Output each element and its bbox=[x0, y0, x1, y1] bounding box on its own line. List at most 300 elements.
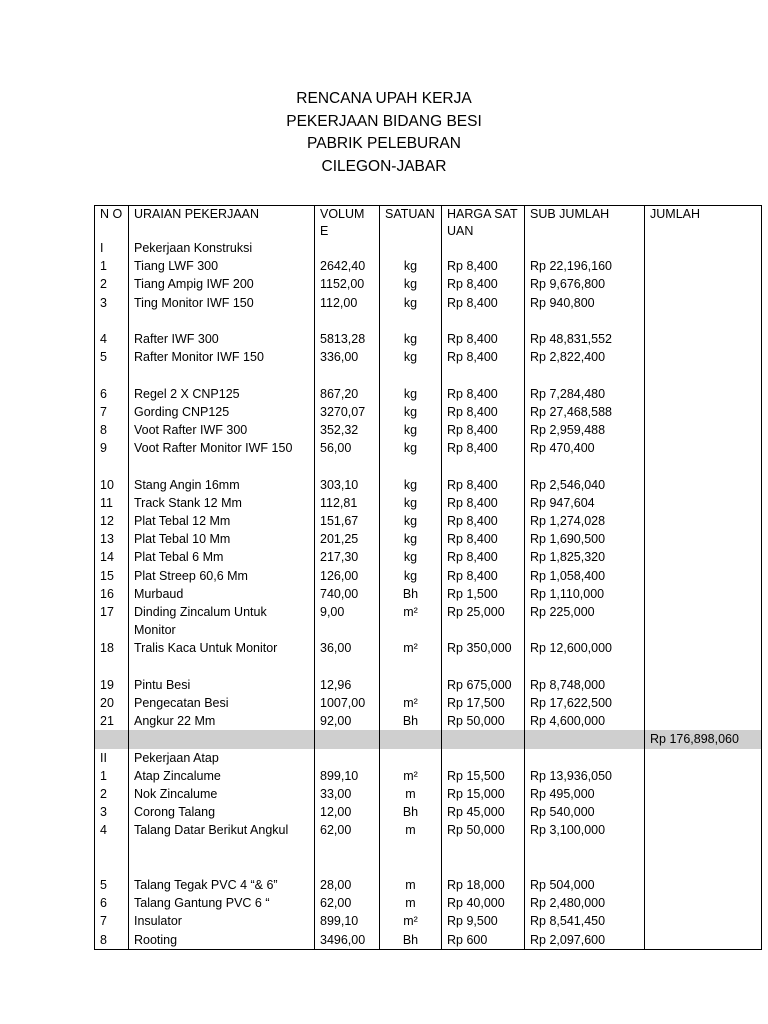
satuan-cell bbox=[380, 749, 442, 767]
item-volume: 740,00 bbox=[315, 585, 380, 603]
section-header-row bbox=[95, 239, 762, 257]
header-jumlah: JUMLAH bbox=[645, 206, 762, 240]
item-no: 9 bbox=[95, 439, 129, 457]
no-cell bbox=[95, 858, 129, 876]
item-satuan: kg bbox=[380, 567, 442, 585]
jumlah-cell bbox=[645, 858, 762, 876]
table-row bbox=[95, 785, 762, 803]
item-uraian: Talang Datar Berikut Angkul bbox=[129, 821, 315, 839]
item-volume: 28,00 bbox=[315, 876, 380, 894]
table-row bbox=[95, 712, 762, 730]
item-no: 16 bbox=[95, 585, 129, 603]
item-uraian: Plat Streep 60,6 Mm bbox=[129, 567, 315, 585]
item-harga: Rp 350,000 bbox=[442, 639, 525, 657]
item-volume: 3270,07 bbox=[315, 403, 380, 421]
sub-jumlah-cell bbox=[525, 658, 645, 676]
item-sub-jumlah: Rp 4,600,000 bbox=[525, 712, 645, 730]
table-row bbox=[95, 676, 762, 694]
table-row bbox=[95, 567, 762, 585]
satuan-cell bbox=[380, 239, 442, 257]
item-volume: 352,32 bbox=[315, 421, 380, 439]
item-sub-jumlah: Rp 8,541,450 bbox=[525, 912, 645, 930]
item-satuan: kg bbox=[380, 403, 442, 421]
item-uraian: Regel 2 X CNP125 bbox=[129, 385, 315, 403]
volume-cell bbox=[315, 840, 380, 858]
empty-row bbox=[95, 840, 762, 858]
item-no: 4 bbox=[95, 821, 129, 839]
table-row bbox=[95, 512, 762, 530]
item-harga: Rp 8,400 bbox=[442, 275, 525, 293]
item-satuan: kg bbox=[380, 494, 442, 512]
table-row bbox=[95, 385, 762, 403]
item-satuan: Bh bbox=[380, 803, 442, 821]
volume-cell bbox=[315, 730, 380, 748]
jumlah-cell bbox=[645, 749, 762, 767]
item-jumlah bbox=[645, 639, 762, 657]
item-sub-jumlah: Rp 940,800 bbox=[525, 294, 645, 312]
item-no: 3 bbox=[95, 294, 129, 312]
table-row bbox=[95, 767, 762, 785]
item-jumlah bbox=[645, 912, 762, 930]
table-row bbox=[95, 912, 762, 930]
item-harga: Rp 40,000 bbox=[442, 894, 525, 912]
item-jumlah bbox=[645, 785, 762, 803]
item-no: 6 bbox=[95, 894, 129, 912]
item-uraian: Plat Tebal 6 Mm bbox=[129, 548, 315, 566]
item-no: 12 bbox=[95, 512, 129, 530]
item-satuan: kg bbox=[380, 530, 442, 548]
item-satuan: kg bbox=[380, 257, 442, 275]
item-sub-jumlah: Rp 8,748,000 bbox=[525, 676, 645, 694]
item-sub-jumlah: Rp 13,936,050 bbox=[525, 767, 645, 785]
item-sub-jumlah: Rp 470,400 bbox=[525, 439, 645, 457]
satuan-cell bbox=[380, 312, 442, 330]
item-volume: 3496,00 bbox=[315, 931, 380, 950]
item-satuan: m bbox=[380, 894, 442, 912]
item-volume: 36,00 bbox=[315, 639, 380, 657]
item-uraian: Rooting bbox=[129, 931, 315, 950]
item-uraian: Talang Tegak PVC 4 “& 6” bbox=[129, 876, 315, 894]
sub-jumlah-cell bbox=[525, 312, 645, 330]
item-uraian: Nok Zincalume bbox=[129, 785, 315, 803]
item-jumlah bbox=[645, 585, 762, 603]
section-title: Pekerjaan Atap bbox=[129, 749, 315, 767]
jumlah-cell bbox=[645, 312, 762, 330]
item-satuan: m² bbox=[380, 767, 442, 785]
satuan-cell bbox=[380, 858, 442, 876]
item-sub-jumlah: Rp 2,959,488 bbox=[525, 421, 645, 439]
item-uraian: Gording CNP125 bbox=[129, 403, 315, 421]
item-volume: 899,10 bbox=[315, 912, 380, 930]
sub-jumlah-cell bbox=[525, 457, 645, 475]
jumlah-cell bbox=[645, 239, 762, 257]
item-volume: 201,25 bbox=[315, 530, 380, 548]
title-line: CILEGON-JABAR bbox=[321, 157, 447, 175]
item-satuan: kg bbox=[380, 476, 442, 494]
table-row bbox=[95, 439, 762, 457]
item-no: 5 bbox=[95, 348, 129, 366]
header-harga: HARGA SATUAN bbox=[442, 206, 525, 240]
table-row bbox=[95, 348, 762, 366]
table-row bbox=[95, 494, 762, 512]
item-volume: 62,00 bbox=[315, 894, 380, 912]
no-cell bbox=[95, 658, 129, 676]
item-no: 13 bbox=[95, 530, 129, 548]
item-volume: 303,10 bbox=[315, 476, 380, 494]
item-no: 6 bbox=[95, 385, 129, 403]
item-harga: Rp 8,400 bbox=[442, 567, 525, 585]
empty-row bbox=[95, 366, 762, 384]
item-jumlah bbox=[645, 803, 762, 821]
item-satuan: m² bbox=[380, 603, 442, 639]
section-header-row bbox=[95, 749, 762, 767]
section-no: II bbox=[95, 749, 129, 767]
item-sub-jumlah: Rp 495,000 bbox=[525, 785, 645, 803]
item-sub-jumlah: Rp 27,468,588 bbox=[525, 403, 645, 421]
no-cell bbox=[95, 730, 129, 748]
item-no: 8 bbox=[95, 421, 129, 439]
item-satuan: m bbox=[380, 876, 442, 894]
item-satuan: kg bbox=[380, 294, 442, 312]
item-uraian: Corong Talang bbox=[129, 803, 315, 821]
item-uraian: Voot Rafter IWF 300 bbox=[129, 421, 315, 439]
item-jumlah bbox=[645, 876, 762, 894]
item-satuan bbox=[380, 676, 442, 694]
item-sub-jumlah: Rp 3,100,000 bbox=[525, 821, 645, 839]
table-row bbox=[95, 803, 762, 821]
item-satuan: kg bbox=[380, 439, 442, 457]
jumlah-cell bbox=[645, 840, 762, 858]
table-row bbox=[95, 894, 762, 912]
empty-row bbox=[95, 858, 762, 876]
table-row bbox=[95, 330, 762, 348]
item-jumlah bbox=[645, 294, 762, 312]
item-harga: Rp 50,000 bbox=[442, 712, 525, 730]
item-harga: Rp 50,000 bbox=[442, 821, 525, 839]
item-harga: Rp 8,400 bbox=[442, 548, 525, 566]
item-jumlah bbox=[645, 494, 762, 512]
item-uraian: Plat Tebal 12 Mm bbox=[129, 512, 315, 530]
item-harga: Rp 8,400 bbox=[442, 385, 525, 403]
item-no: 20 bbox=[95, 694, 129, 712]
item-no: 14 bbox=[95, 548, 129, 566]
item-jumlah bbox=[645, 694, 762, 712]
item-uraian: Murbaud bbox=[129, 585, 315, 603]
item-uraian: Dinding Zincalum Untuk Monitor bbox=[129, 603, 315, 639]
volume-cell bbox=[315, 858, 380, 876]
no-cell bbox=[95, 457, 129, 475]
item-sub-jumlah: Rp 7,284,480 bbox=[525, 385, 645, 403]
jumlah-cell bbox=[645, 457, 762, 475]
section-no: I bbox=[95, 239, 129, 257]
document-title bbox=[0, 88, 768, 178]
uraian-cell bbox=[129, 457, 315, 475]
item-no: 7 bbox=[95, 403, 129, 421]
item-no: 21 bbox=[95, 712, 129, 730]
uraian-cell bbox=[129, 730, 315, 748]
header-volume: VOLUM E bbox=[315, 206, 380, 240]
item-harga: Rp 8,400 bbox=[442, 330, 525, 348]
item-no: 4 bbox=[95, 330, 129, 348]
item-sub-jumlah: Rp 17,622,500 bbox=[525, 694, 645, 712]
item-sub-jumlah: Rp 504,000 bbox=[525, 876, 645, 894]
table-header bbox=[95, 206, 762, 240]
item-volume: 56,00 bbox=[315, 439, 380, 457]
item-volume: 217,30 bbox=[315, 548, 380, 566]
sub-jumlah-cell bbox=[525, 730, 645, 748]
cost-table bbox=[94, 205, 762, 950]
item-no: 17 bbox=[95, 603, 129, 639]
empty-row bbox=[95, 312, 762, 330]
item-uraian: Tralis Kaca Untuk Monitor bbox=[129, 639, 315, 657]
sub-jumlah-cell bbox=[525, 366, 645, 384]
item-harga: Rp 18,000 bbox=[442, 876, 525, 894]
table-row bbox=[95, 585, 762, 603]
item-harga: Rp 25,000 bbox=[442, 603, 525, 639]
item-no: 7 bbox=[95, 912, 129, 930]
empty-row bbox=[95, 658, 762, 676]
item-satuan: m² bbox=[380, 639, 442, 657]
satuan-cell bbox=[380, 840, 442, 858]
item-uraian: Pengecatan Besi bbox=[129, 694, 315, 712]
item-volume: 112,00 bbox=[315, 294, 380, 312]
item-harga: Rp 17,500 bbox=[442, 694, 525, 712]
item-sub-jumlah: Rp 22,196,160 bbox=[525, 257, 645, 275]
item-volume: 12,00 bbox=[315, 803, 380, 821]
item-harga: Rp 1,500 bbox=[442, 585, 525, 603]
item-harga: Rp 8,400 bbox=[442, 257, 525, 275]
item-satuan: m bbox=[380, 785, 442, 803]
item-satuan: Bh bbox=[380, 585, 442, 603]
item-uraian: Rafter Monitor IWF 150 bbox=[129, 348, 315, 366]
item-no: 2 bbox=[95, 275, 129, 293]
item-sub-jumlah: Rp 2,546,040 bbox=[525, 476, 645, 494]
item-harga: Rp 600 bbox=[442, 931, 525, 950]
item-volume: 5813,28 bbox=[315, 330, 380, 348]
volume-cell bbox=[315, 239, 380, 257]
item-no: 15 bbox=[95, 567, 129, 585]
item-satuan: kg bbox=[380, 512, 442, 530]
item-harga: Rp 8,400 bbox=[442, 403, 525, 421]
item-volume: 1007,00 bbox=[315, 694, 380, 712]
item-satuan: kg bbox=[380, 421, 442, 439]
uraian-cell bbox=[129, 658, 315, 676]
item-uraian: Rafter IWF 300 bbox=[129, 330, 315, 348]
uraian-cell bbox=[129, 366, 315, 384]
item-volume: 62,00 bbox=[315, 821, 380, 839]
jumlah-cell bbox=[645, 658, 762, 676]
item-uraian: Ting Monitor IWF 150 bbox=[129, 294, 315, 312]
item-uraian: Talang Gantung PVC 6 “ bbox=[129, 894, 315, 912]
item-volume: 9,00 bbox=[315, 603, 380, 639]
uraian-cell bbox=[129, 840, 315, 858]
title-line: PEKERJAAN BIDANG BESI bbox=[286, 112, 482, 130]
item-satuan: kg bbox=[380, 385, 442, 403]
table-row bbox=[95, 821, 762, 839]
item-sub-jumlah: Rp 1,274,028 bbox=[525, 512, 645, 530]
item-volume: 33,00 bbox=[315, 785, 380, 803]
item-no: 5 bbox=[95, 876, 129, 894]
item-sub-jumlah: Rp 2,097,600 bbox=[525, 931, 645, 950]
harga-cell bbox=[442, 749, 525, 767]
item-sub-jumlah: Rp 540,000 bbox=[525, 803, 645, 821]
item-jumlah bbox=[645, 676, 762, 694]
sub-jumlah-cell bbox=[525, 840, 645, 858]
satuan-cell bbox=[380, 730, 442, 748]
item-volume: 336,00 bbox=[315, 348, 380, 366]
section-title: Pekerjaan Konstruksi bbox=[129, 239, 315, 257]
satuan-cell bbox=[380, 457, 442, 475]
item-sub-jumlah: Rp 1,825,320 bbox=[525, 548, 645, 566]
header-no: N O bbox=[95, 206, 129, 240]
satuan-cell bbox=[380, 366, 442, 384]
harga-cell bbox=[442, 730, 525, 748]
item-satuan: Bh bbox=[380, 931, 442, 950]
item-volume: 126,00 bbox=[315, 567, 380, 585]
volume-cell bbox=[315, 658, 380, 676]
table-row bbox=[95, 275, 762, 293]
sub-jumlah-cell bbox=[525, 858, 645, 876]
item-no: 1 bbox=[95, 767, 129, 785]
harga-cell bbox=[442, 312, 525, 330]
table-row bbox=[95, 476, 762, 494]
item-sub-jumlah: Rp 1,690,500 bbox=[525, 530, 645, 548]
item-jumlah bbox=[645, 603, 762, 639]
item-no: 2 bbox=[95, 785, 129, 803]
item-uraian: Tiang Ampig IWF 200 bbox=[129, 275, 315, 293]
title-line: PABRIK PELEBURAN bbox=[307, 135, 461, 152]
item-jumlah bbox=[645, 712, 762, 730]
item-volume: 899,10 bbox=[315, 767, 380, 785]
item-volume: 92,00 bbox=[315, 712, 380, 730]
item-sub-jumlah: Rp 947,604 bbox=[525, 494, 645, 512]
item-no: 18 bbox=[95, 639, 129, 657]
table-row bbox=[95, 931, 762, 950]
item-uraian: Voot Rafter Monitor IWF 150 bbox=[129, 439, 315, 457]
item-jumlah bbox=[645, 512, 762, 530]
item-jumlah bbox=[645, 548, 762, 566]
item-harga: Rp 45,000 bbox=[442, 803, 525, 821]
item-jumlah bbox=[645, 439, 762, 457]
table-row bbox=[95, 403, 762, 421]
item-satuan: kg bbox=[380, 275, 442, 293]
uraian-cell bbox=[129, 312, 315, 330]
table-row bbox=[95, 548, 762, 566]
table-row bbox=[95, 257, 762, 275]
item-sub-jumlah: Rp 48,831,552 bbox=[525, 330, 645, 348]
uraian-cell bbox=[129, 858, 315, 876]
item-no: 1 bbox=[95, 257, 129, 275]
item-harga: Rp 8,400 bbox=[442, 494, 525, 512]
item-harga: Rp 8,400 bbox=[442, 421, 525, 439]
item-jumlah bbox=[645, 257, 762, 275]
item-volume: 151,67 bbox=[315, 512, 380, 530]
item-jumlah bbox=[645, 530, 762, 548]
item-sub-jumlah: Rp 2,822,400 bbox=[525, 348, 645, 366]
item-jumlah bbox=[645, 385, 762, 403]
volume-cell bbox=[315, 312, 380, 330]
item-satuan: Bh bbox=[380, 712, 442, 730]
item-satuan: kg bbox=[380, 548, 442, 566]
table-row bbox=[95, 421, 762, 439]
item-harga: Rp 8,400 bbox=[442, 530, 525, 548]
table-row bbox=[95, 876, 762, 894]
item-jumlah bbox=[645, 931, 762, 950]
jumlah-cell bbox=[645, 366, 762, 384]
no-cell bbox=[95, 366, 129, 384]
item-sub-jumlah: Rp 1,110,000 bbox=[525, 585, 645, 603]
item-uraian: Atap Zincalume bbox=[129, 767, 315, 785]
item-uraian: Track Stank 12 Mm bbox=[129, 494, 315, 512]
item-uraian: Stang Angin 16mm bbox=[129, 476, 315, 494]
no-cell bbox=[95, 312, 129, 330]
item-satuan: m² bbox=[380, 912, 442, 930]
header-uraian: URAIAN PEKERJAAN bbox=[129, 206, 315, 240]
harga-cell bbox=[442, 658, 525, 676]
harga-cell bbox=[442, 239, 525, 257]
item-jumlah bbox=[645, 821, 762, 839]
item-jumlah bbox=[645, 476, 762, 494]
harga-cell bbox=[442, 366, 525, 384]
item-harga: Rp 8,400 bbox=[442, 512, 525, 530]
harga-cell bbox=[442, 858, 525, 876]
item-satuan: m² bbox=[380, 694, 442, 712]
item-no: 19 bbox=[95, 676, 129, 694]
item-jumlah bbox=[645, 330, 762, 348]
item-harga: Rp 675,000 bbox=[442, 676, 525, 694]
total-row bbox=[95, 730, 762, 748]
item-no: 8 bbox=[95, 931, 129, 950]
item-volume: 12,96 bbox=[315, 676, 380, 694]
item-harga: Rp 8,400 bbox=[442, 348, 525, 366]
item-satuan: kg bbox=[380, 330, 442, 348]
item-volume: 867,20 bbox=[315, 385, 380, 403]
item-harga: Rp 15,000 bbox=[442, 785, 525, 803]
item-no: 3 bbox=[95, 803, 129, 821]
item-volume: 112,81 bbox=[315, 494, 380, 512]
section-total: Rp 176,898,060 bbox=[645, 730, 762, 748]
item-sub-jumlah: Rp 12,600,000 bbox=[525, 639, 645, 657]
item-no: 10 bbox=[95, 476, 129, 494]
header-satuan: SATUAN bbox=[380, 206, 442, 240]
harga-cell bbox=[442, 457, 525, 475]
table-row bbox=[95, 639, 762, 657]
item-volume: 2642,40 bbox=[315, 257, 380, 275]
item-uraian: Insulator bbox=[129, 912, 315, 930]
item-jumlah bbox=[645, 567, 762, 585]
table-row bbox=[95, 603, 762, 639]
table-row bbox=[95, 294, 762, 312]
item-jumlah bbox=[645, 894, 762, 912]
item-jumlah bbox=[645, 403, 762, 421]
harga-cell bbox=[442, 840, 525, 858]
item-uraian: Tiang LWF 300 bbox=[129, 257, 315, 275]
item-uraian: Plat Tebal 10 Mm bbox=[129, 530, 315, 548]
header-sub: SUB JUMLAH bbox=[525, 206, 645, 240]
item-sub-jumlah: Rp 1,058,400 bbox=[525, 567, 645, 585]
item-sub-jumlah: Rp 2,480,000 bbox=[525, 894, 645, 912]
table-row bbox=[95, 694, 762, 712]
item-harga: Rp 15,500 bbox=[442, 767, 525, 785]
volume-cell bbox=[315, 457, 380, 475]
item-sub-jumlah: Rp 225,000 bbox=[525, 603, 645, 639]
item-harga: Rp 8,400 bbox=[442, 476, 525, 494]
item-satuan: kg bbox=[380, 348, 442, 366]
item-satuan: m bbox=[380, 821, 442, 839]
item-volume: 1152,00 bbox=[315, 275, 380, 293]
item-jumlah bbox=[645, 767, 762, 785]
item-jumlah bbox=[645, 348, 762, 366]
